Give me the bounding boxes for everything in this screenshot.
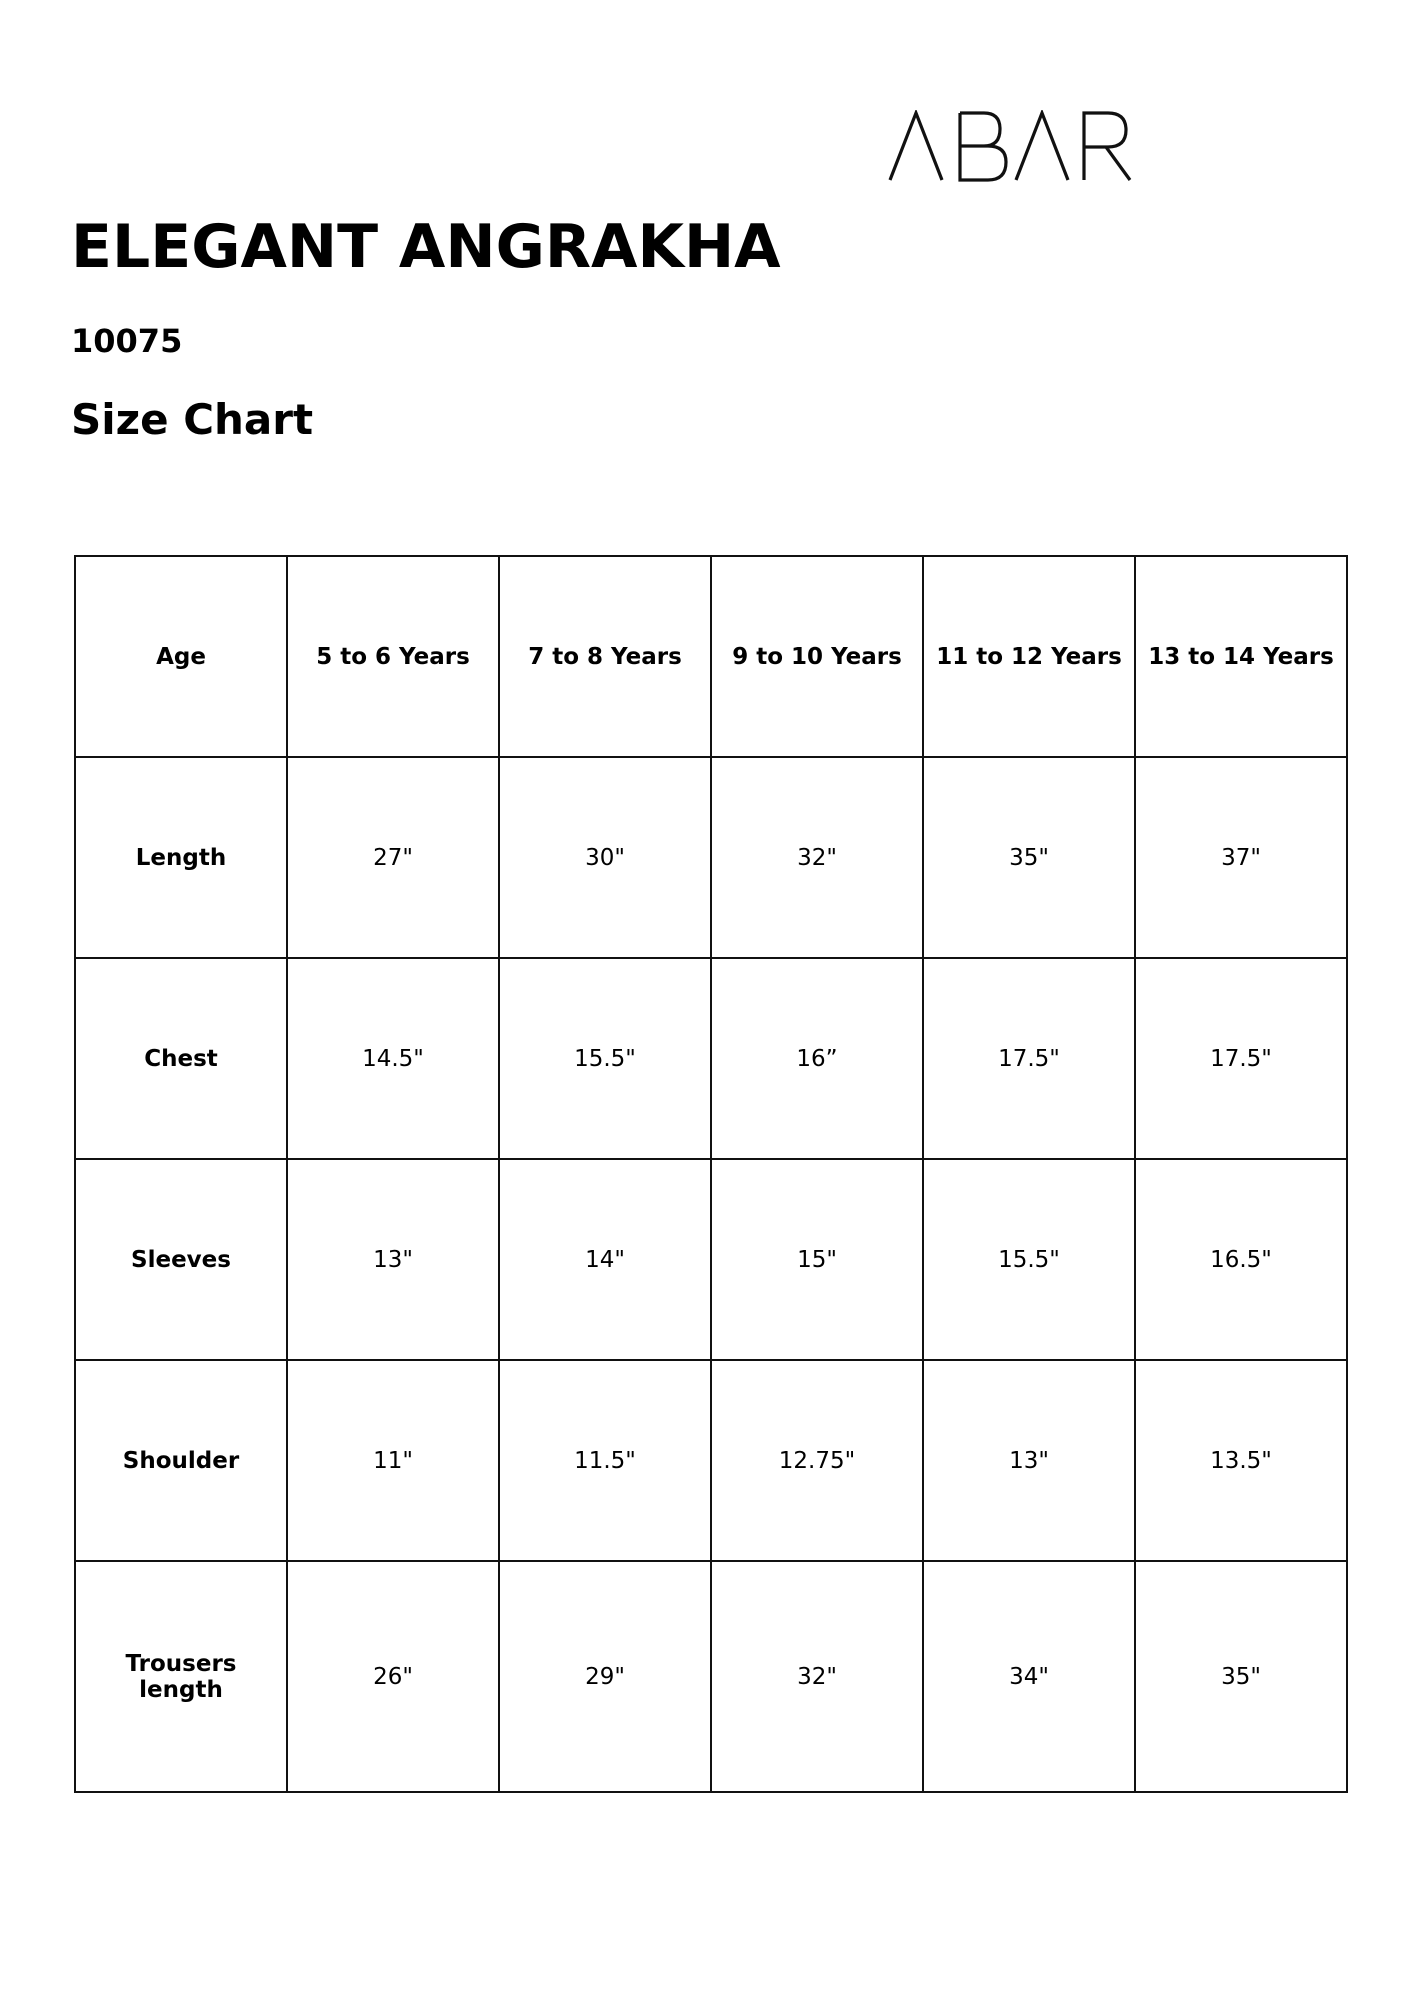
abar-logo (888, 110, 1132, 182)
table-cell: 29" (499, 1561, 711, 1792)
table-cell: 35" (1135, 1561, 1347, 1792)
table-cell: 16” (711, 958, 923, 1159)
table-row (75, 1159, 1347, 1360)
table-cell: 13.5" (1135, 1360, 1347, 1561)
table-cell: 27" (287, 757, 499, 958)
header-age-range: 9 to 10 Years (711, 556, 923, 757)
row-label: Trousers length (75, 1561, 287, 1792)
row-label: Length (75, 757, 287, 958)
table-row (75, 757, 1347, 958)
table-row (75, 958, 1347, 1159)
table-cell: 35" (923, 757, 1135, 958)
table-row (75, 1561, 1347, 1792)
header-age-range: 5 to 6 Years (287, 556, 499, 757)
table-cell: 13" (923, 1360, 1135, 1561)
table-cell: 14.5" (287, 958, 499, 1159)
table-cell: 34" (923, 1561, 1135, 1792)
product-title: ELEGANT ANGRAKHA (71, 212, 781, 282)
table-cell: 32" (711, 1561, 923, 1792)
product-code: 10075 (71, 322, 183, 360)
table-cell: 11" (287, 1360, 499, 1561)
header-age-range: 7 to 8 Years (499, 556, 711, 757)
table-cell: 15.5" (499, 958, 711, 1159)
table-row (75, 1360, 1347, 1561)
table-cell: 15.5" (923, 1159, 1135, 1360)
table-cell: 11.5" (499, 1360, 711, 1561)
table-cell: 32" (711, 757, 923, 958)
table-cell: 37" (1135, 757, 1347, 958)
section-title: Size Chart (71, 395, 314, 444)
table-header-row (75, 556, 1347, 757)
table-cell: 26" (287, 1561, 499, 1792)
row-label: Shoulder (75, 1360, 287, 1561)
table-cell: 15" (711, 1159, 923, 1360)
size-chart-table (74, 555, 1348, 1793)
table-cell: 17.5" (1135, 958, 1347, 1159)
table-cell: 14" (499, 1159, 711, 1360)
header-age-range: 11 to 12 Years (923, 556, 1135, 757)
table-cell: 13" (287, 1159, 499, 1360)
table-cell: 30" (499, 757, 711, 958)
table-cell: 12.75" (711, 1360, 923, 1561)
table-cell: 16.5" (1135, 1159, 1347, 1360)
row-label: Chest (75, 958, 287, 1159)
header-age: Age (75, 556, 287, 757)
row-label: Sleeves (75, 1159, 287, 1360)
header-age-range: 13 to 14 Years (1135, 556, 1347, 757)
table-cell: 17.5" (923, 958, 1135, 1159)
